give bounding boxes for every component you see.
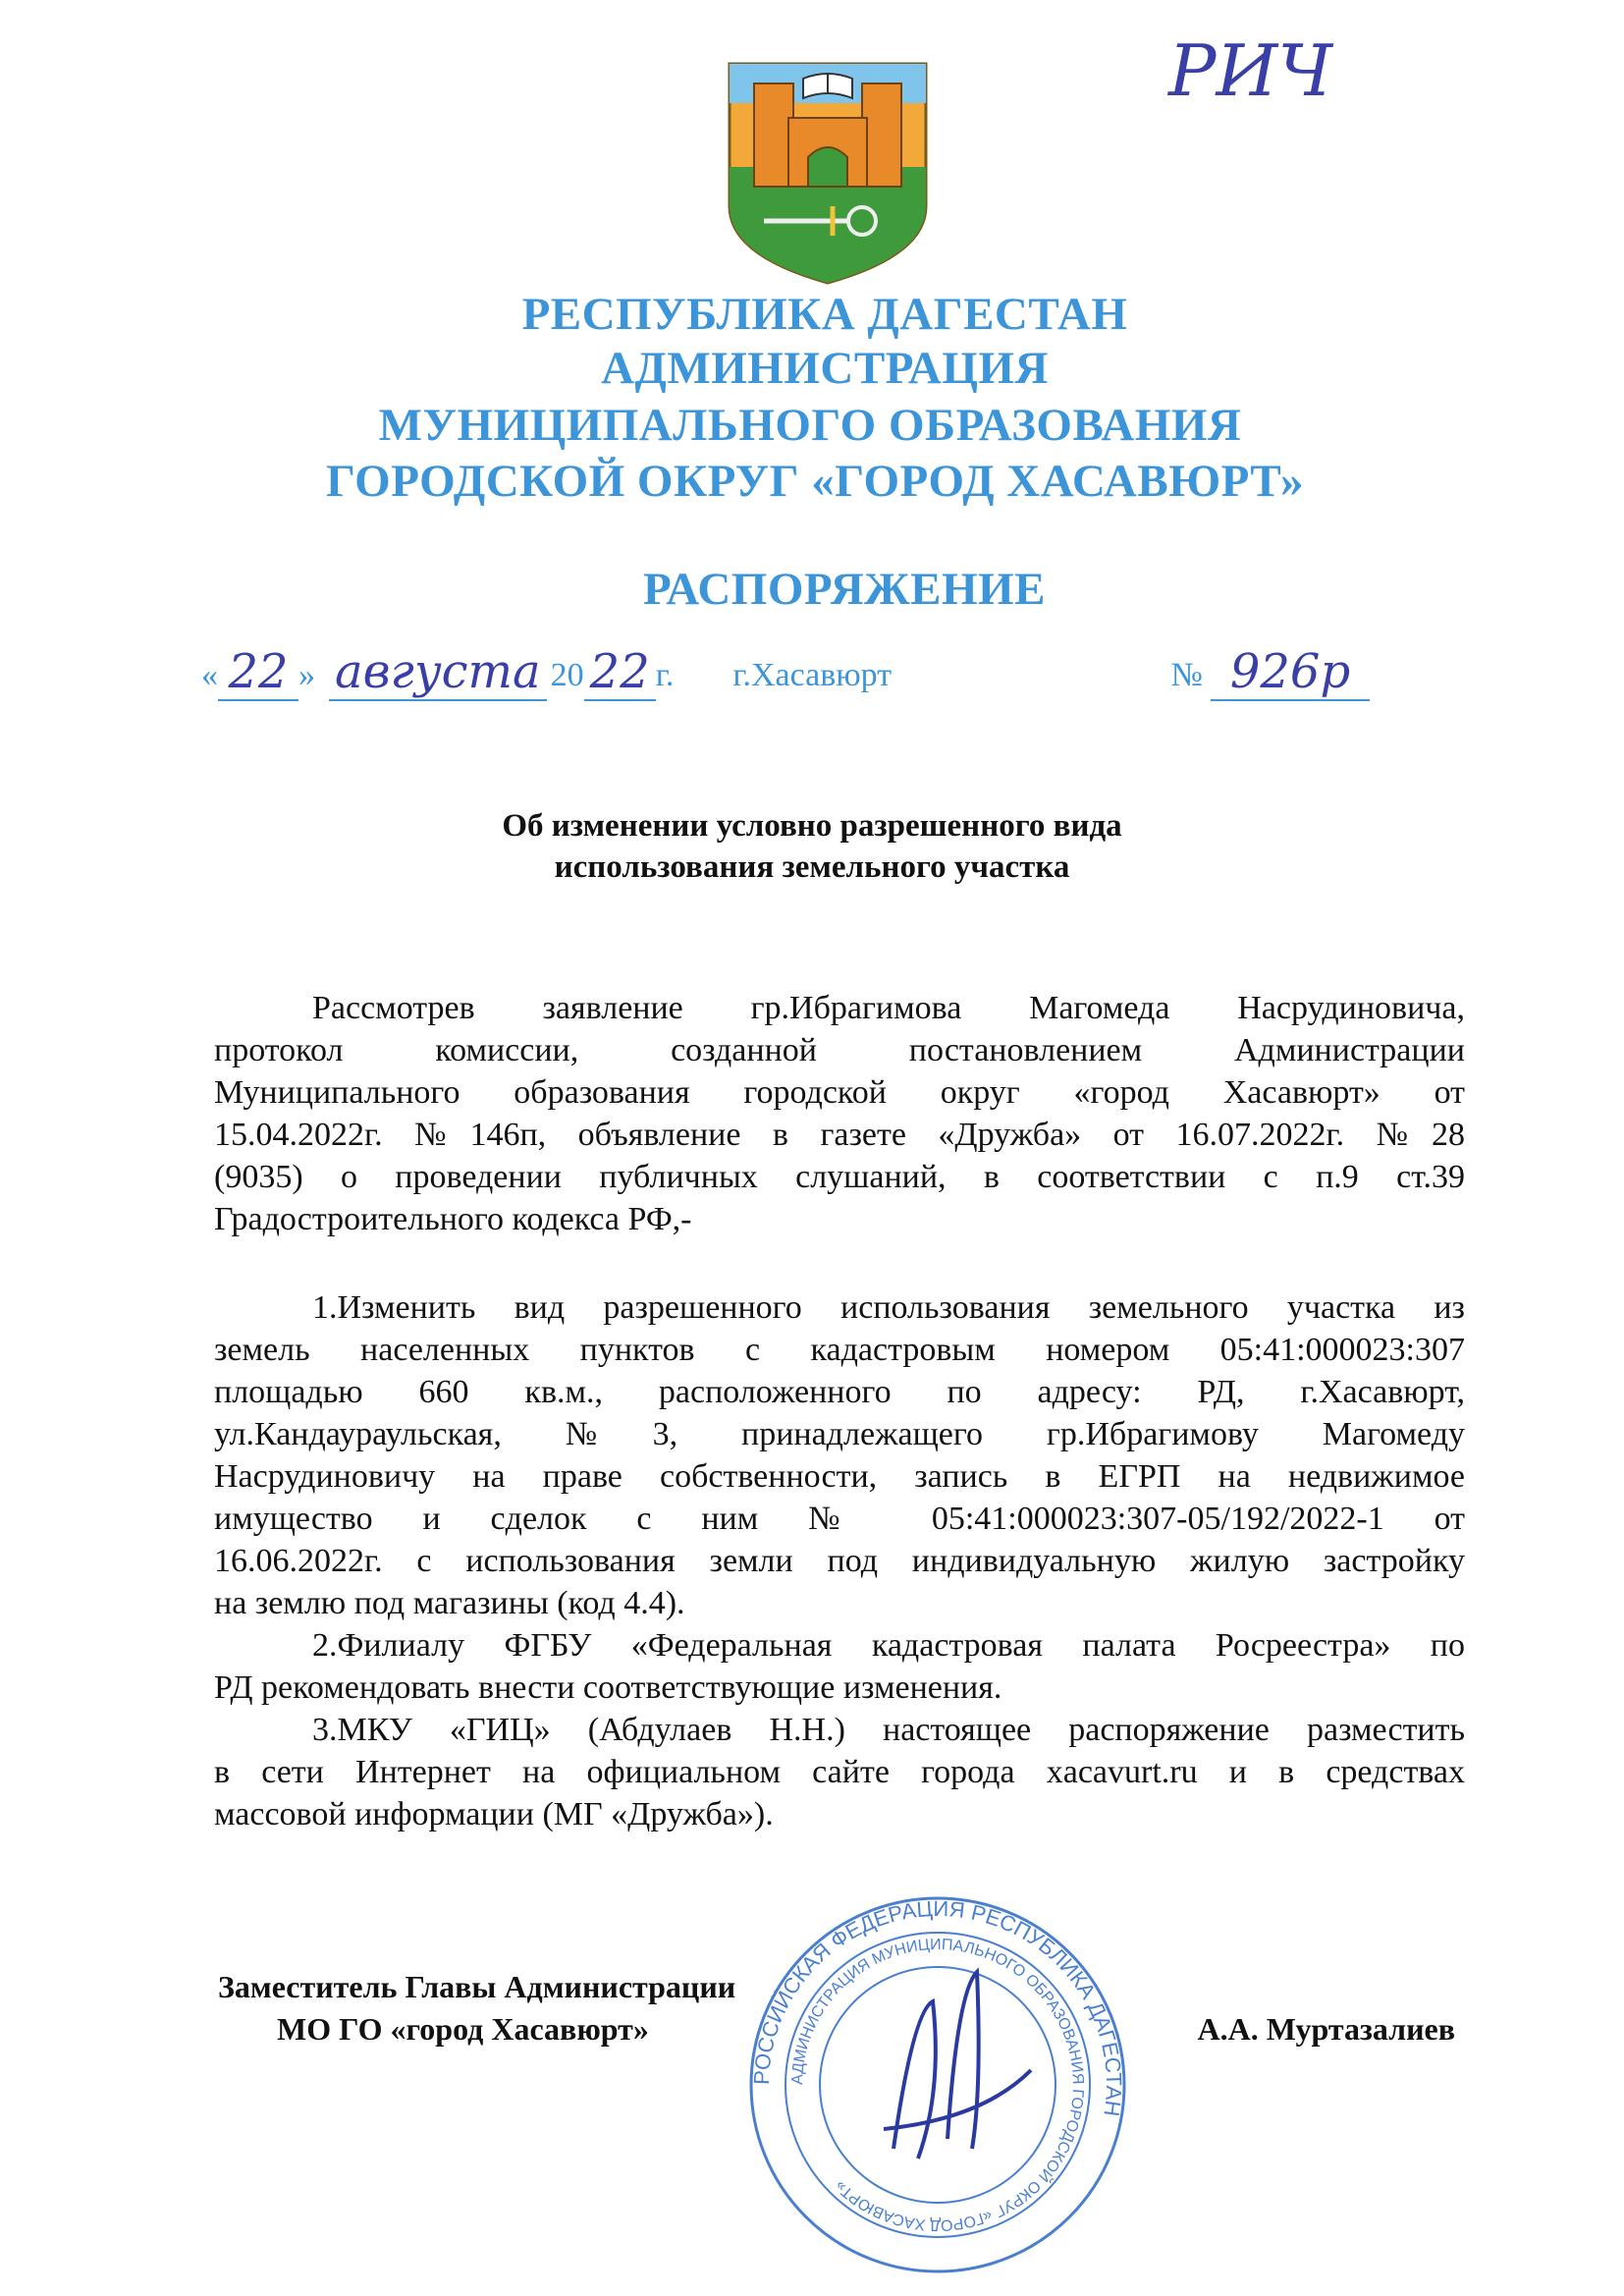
header-municipality: МУНИЦИПАЛЬНОГО ОБРАЗОВАНИЯ (378, 400, 1242, 451)
body-line: Муниципального образования городской округ «город Хасавюрт» от (214, 1074, 1465, 1111)
title-line: использования земельного участка (554, 849, 1070, 885)
body-line: Насрудиновичу на праве собственности, запись в ЕГРП на недвижимое (214, 1458, 1465, 1495)
body-line: массовой информации (МГ «Дружба»). (214, 1796, 774, 1832)
header-republic: РЕСПУБЛИКА ДАГЕСТАН (521, 289, 1128, 340)
body-line: площадью 660 кв.м., расположенного по адресу: РД, г.Хасавюрт, (214, 1374, 1465, 1410)
body-line: земель населенных пунктов с кадастровым номером 05:41:000023:307 (214, 1332, 1465, 1368)
handwritten-mark: РИЧ (1168, 29, 1332, 112)
year-prefix: 20 (550, 657, 584, 693)
body-line: 15.04.2022г. №146п, объявление в газете «Дружба» от 16.07.2022г. №28 (214, 1117, 1465, 1153)
date-month: августа (329, 644, 547, 701)
open-quote: « (201, 657, 218, 693)
document-number: 926р (1211, 644, 1370, 701)
stamp-outer-text: РОССИЙСКАЯ ФЕДЕРАЦИЯ РЕСПУБЛИКА ДАГЕСТАН (748, 1895, 1127, 2118)
body-line: имущество и сделок с ним № 05:41:000023:307-05/192/2022-1 от (214, 1501, 1465, 1537)
svg-text:АДМИНИСТРАЦИЯ МУНИЦИПАЛЬНОГО О (789, 1937, 1086, 2233)
body-line: в сети Интернет на официальном сайте города xacavurt.ru и в средствах (214, 1754, 1465, 1790)
body-line: 16.06.2022г. с использования земли под индивидуальную жилую застройку (214, 1543, 1465, 1579)
document-type: РАСПОРЯЖЕНИЕ (643, 564, 1046, 615)
title-line: Об изменении условно разрешенного вида (502, 808, 1122, 844)
signatory-position: Заместитель Главы Администрации (218, 1969, 736, 2004)
coat-of-arms-emblem (725, 59, 931, 287)
body-line: протокол комиссии, созданной постановлением Администрации (214, 1032, 1465, 1068)
body-line: РД рекомендовать внести соответствующие изменения. (214, 1669, 1002, 1706)
body-paragraph-preamble (214, 987, 1465, 1240)
signatory-name: А.А. Муртазалиев (1197, 2011, 1455, 2047)
body-line: 3.МКУ «ГИЦ» (Абдулаев Н.Н.) настоящее распоряжение разместить (312, 1712, 1465, 1748)
close-quote: » (298, 657, 315, 693)
body-line: Градостроительного кодекса РФ,- (214, 1201, 692, 1237)
document-title (0, 805, 1624, 888)
year-end: г. (655, 657, 675, 693)
signatory-organization: МО ГО «город Хасавюрт» (277, 2011, 649, 2047)
number-label: № (1170, 657, 1203, 693)
date-day: 22 (218, 644, 298, 701)
stamp-inner-text: АДМИНИСТРАЦИЯ МУНИЦИПАЛЬНОГО ОБРАЗОВАНИЯ ГОРОДСКОЙ ОКРУГ «ГОРОД ХАСАВЮРТ» (788, 1936, 1087, 2234)
body-line: 1.Изменить вид разрешенного использования земельного участка из (312, 1289, 1465, 1326)
body-line: ул.Кандаураульская, №3, принадлежащего гр.Ибрагимову Магомеду (214, 1416, 1465, 1452)
body-line: (9035) о проведении публичных слушаний, в соответствии с п.9 ст.39 (214, 1159, 1465, 1195)
body-line: 2.Филиалу ФГБУ «Федеральная кадастровая палата Росреестра» по (312, 1627, 1465, 1664)
year-suffix: 22 (584, 644, 656, 701)
body-resolutions (214, 1286, 1465, 1835)
body-line: на землю под магазины (код 4.4). (214, 1585, 685, 1621)
header-district: ГОРОДСКОЙ ОКРУГ «ГОРОД ХАСАВЮРТ» (325, 456, 1305, 507)
body-line: Рассмотрев заявление гр.Ибрагимова Магомеда Насрудиновича, (312, 990, 1465, 1026)
official-seal-stamp (746, 1893, 1129, 2276)
city: г.Хасавюрт (732, 657, 893, 693)
date-line (201, 638, 1478, 701)
header-administration: АДМИНИСТРАЦИЯ (601, 343, 1049, 394)
